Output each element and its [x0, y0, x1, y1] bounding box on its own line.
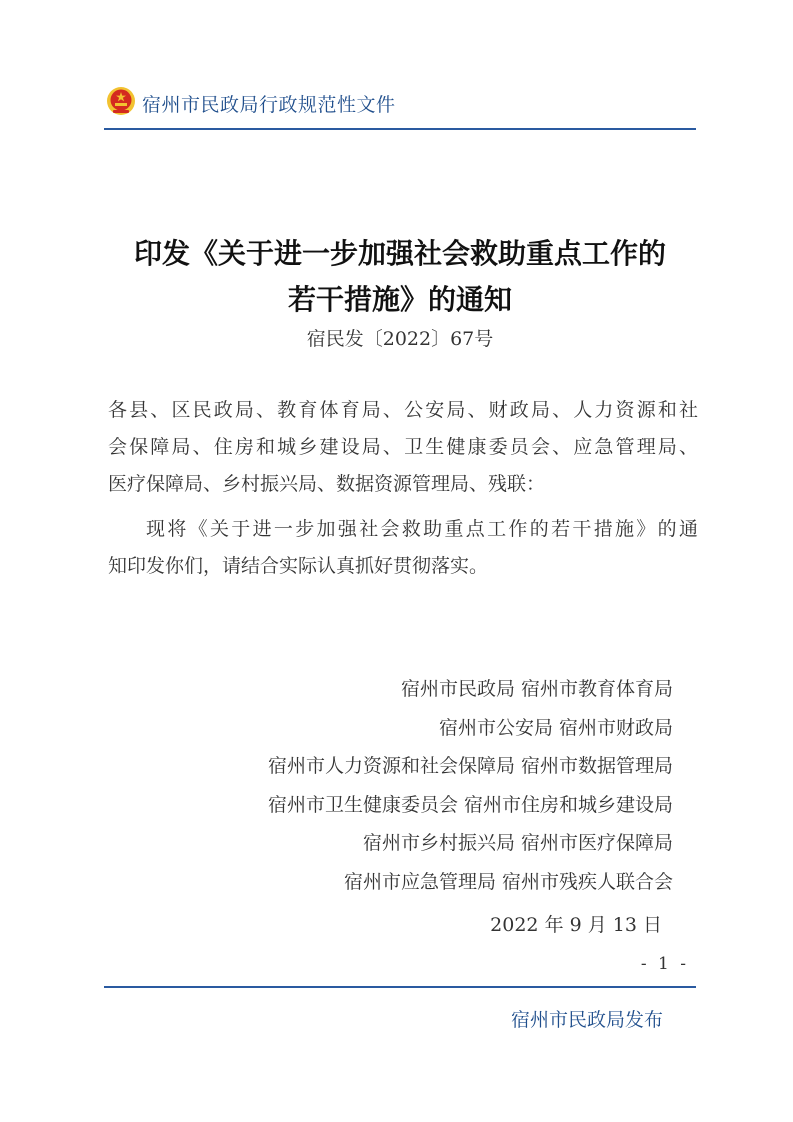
page-number: - 1 - [640, 954, 689, 974]
body-line: 现将《关于进一步加强社会救助重点工作的若干措施》的通 [146, 518, 698, 540]
issuer-line: 宿州市人力资源和社会保障局 宿州市数据管理局 [267, 755, 673, 777]
issuer-line: 宿州市乡村振兴局 宿州市医疗保障局 [362, 832, 673, 854]
recipients-line: 会保障局、住房和城乡建设局、卫生健康委员会、应急管理局、 [108, 436, 698, 458]
body-paragraph [108, 511, 698, 585]
national-emblem-icon [106, 86, 136, 116]
document-title-line-1: 印发《关于进一步加强社会救助重点工作的 [133, 237, 666, 270]
recipients-line: 各县、区民政局、教育体育局、公安局、财政局、人力资源和社 [108, 399, 698, 421]
issuing-agencies [268, 670, 673, 901]
footer-divider [104, 986, 696, 988]
document-number: 宿民发〔2022〕67号 [306, 328, 494, 350]
document-title-line-2: 若干措施》的通知 [287, 283, 512, 316]
issuer-line: 宿州市应急管理局 宿州市残疾人联合会 [343, 870, 673, 893]
issuer-line: 宿州市卫生健康委员会 宿州市住房和城乡建设局 [267, 793, 673, 816]
recipients-paragraph [108, 392, 698, 503]
header-title: 宿州市民政局行政规范性文件 [142, 94, 396, 116]
header-divider [104, 128, 696, 130]
recipients-line: 医疗保障局、乡村振兴局、数据资源管理局、残联： [108, 473, 546, 495]
issuer-line: 宿州市公安局 宿州市财政局 [438, 716, 673, 739]
footer-publisher: 宿州市民政局发布 [510, 1009, 663, 1031]
document-header [104, 84, 696, 134]
body-line: 知印发你们，请结合实际认真抓好贯彻落实。 [108, 555, 489, 577]
issue-date: 2022 年 9 月 13 日 [490, 914, 662, 936]
issuer-line: 宿州市民政局 宿州市教育体育局 [400, 678, 673, 700]
